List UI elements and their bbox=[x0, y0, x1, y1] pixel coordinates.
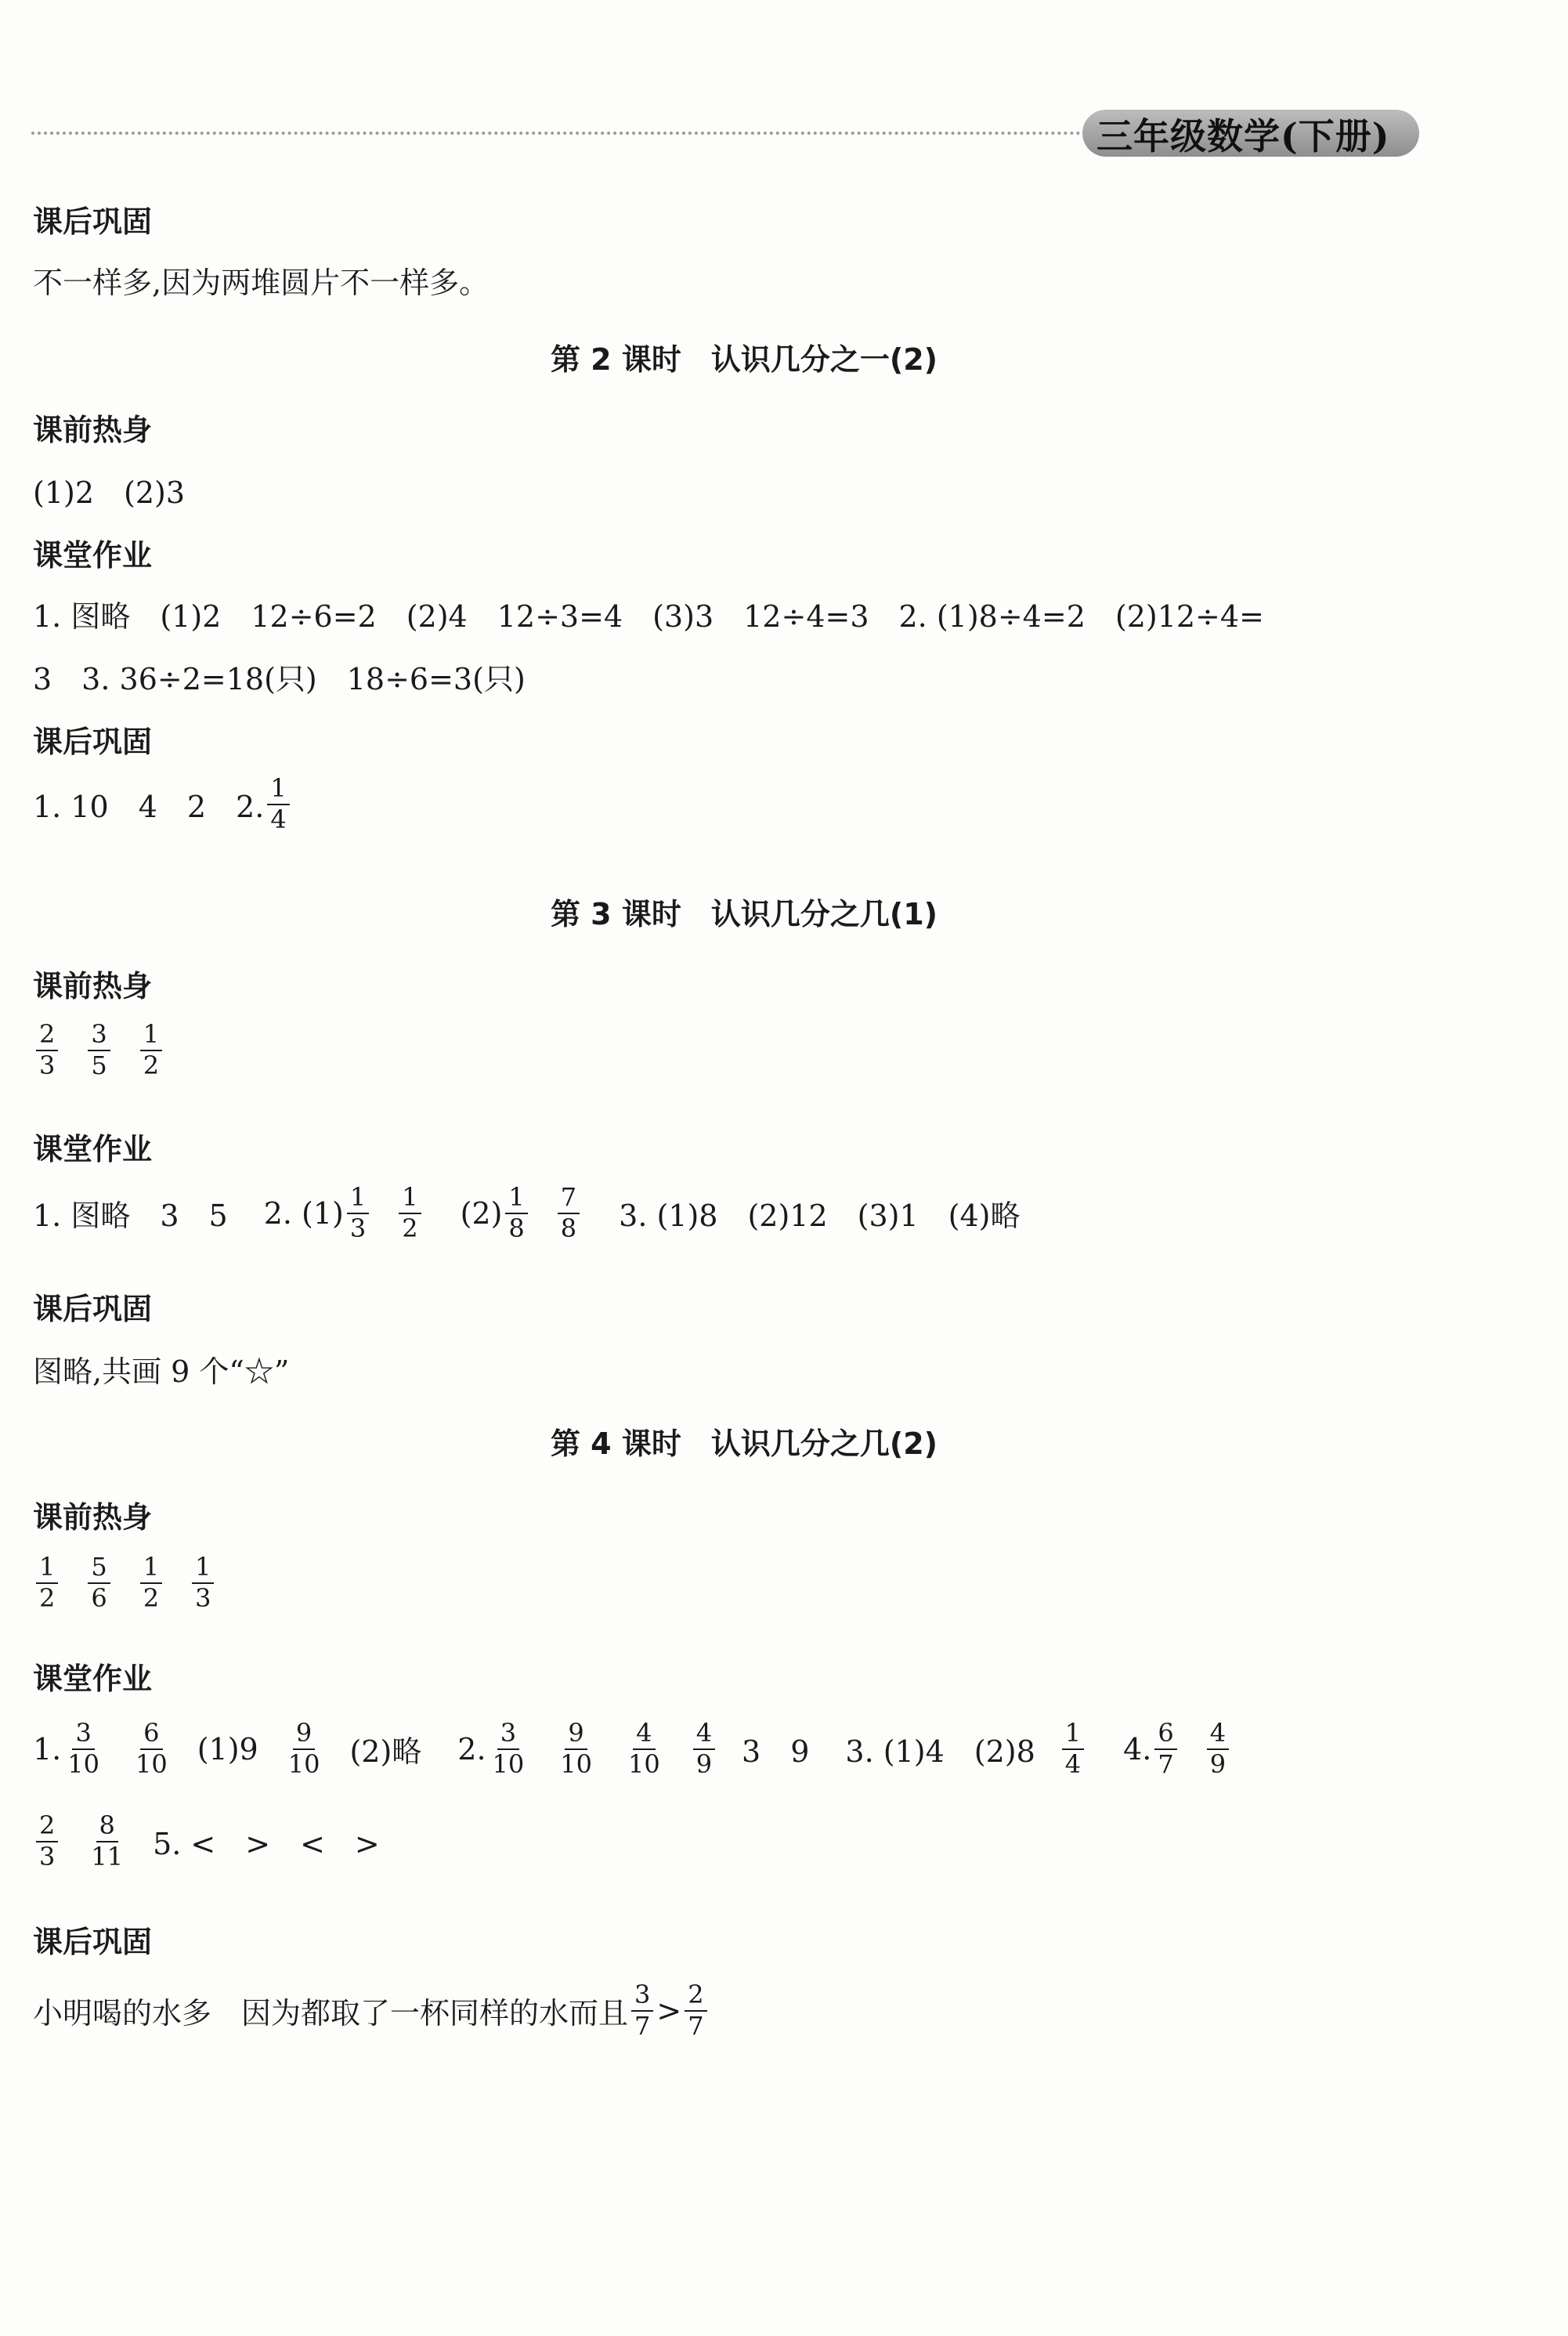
fraction: $\frac{3}{7}$ bbox=[631, 1982, 653, 2039]
answer-line bbox=[33, 773, 293, 834]
section-label-warmup: 课前热身 bbox=[33, 413, 153, 447]
fraction: $\frac{4}{9}$ bbox=[693, 1720, 715, 1777]
section-label-warmup: 课前热身 bbox=[33, 1500, 153, 1535]
lesson-title: 第 3 课时 认识几分之几(1) bbox=[550, 897, 938, 931]
fraction: $\frac{3}{10}$ bbox=[492, 1718, 525, 1779]
fraction: $\frac{1}{2}$ bbox=[140, 1554, 162, 1611]
answer-text: 1. 10 4 2 2. bbox=[33, 790, 265, 825]
fraction: $\frac{9}{10}$ bbox=[287, 1718, 320, 1779]
section-label-after-class: 课后巩固 bbox=[33, 1292, 153, 1326]
answer-line: 3 3. 36÷2=18(只) 18÷6=3(只) bbox=[33, 662, 526, 696]
answer-text: (2)略 bbox=[349, 1734, 422, 1770]
fraction: $\frac{1}{3}$ bbox=[347, 1184, 369, 1242]
answer-text: 5. < > < > bbox=[153, 1827, 380, 1862]
lesson-title: 第 4 课时 认识几分之几(2) bbox=[550, 1427, 938, 1461]
answer-line bbox=[33, 1019, 165, 1080]
answer-text: (2) bbox=[460, 1195, 503, 1231]
answer-text: (1)9 bbox=[197, 1731, 258, 1766]
fraction: $\frac{6}{10}$ bbox=[135, 1718, 168, 1779]
fraction: $\frac{8}{11}$ bbox=[91, 1810, 124, 1871]
answer-text: 不一样多,因为两堆圆片不一样多。 bbox=[33, 266, 490, 300]
answer-text: 图略,共画 9 个“☆” bbox=[33, 1354, 290, 1389]
fraction: $\frac{2}{3}$ bbox=[36, 1813, 58, 1870]
comparison-sign: > bbox=[656, 1993, 682, 2028]
section-label-after-class: 课后巩固 bbox=[33, 1925, 153, 1959]
answer-text: 2. bbox=[457, 1731, 486, 1766]
fraction: $\frac{4}{10}$ bbox=[627, 1718, 660, 1779]
fraction: $\frac{1}{3}$ bbox=[192, 1554, 214, 1611]
fraction: $\frac{7}{8}$ bbox=[558, 1184, 580, 1242]
section-label-warmup: 课前热身 bbox=[33, 969, 153, 1003]
answer-text: (1)2 (2)3 bbox=[33, 476, 186, 510]
answer-text: 3. (1)4 (2)8 bbox=[845, 1734, 1035, 1770]
answer-text: 4. bbox=[1123, 1731, 1152, 1766]
fraction: $\frac{1}{2}$ bbox=[399, 1184, 421, 1242]
fraction: $\frac{1}{4}$ bbox=[1062, 1720, 1084, 1777]
header-dotted-rule bbox=[31, 132, 1081, 135]
answer-text: 3 9 bbox=[742, 1734, 810, 1770]
answer-line bbox=[33, 1982, 710, 2039]
answer-line bbox=[33, 1810, 380, 1871]
fraction: $\frac{5}{6}$ bbox=[88, 1554, 110, 1611]
answer-text: 3. (1)8 (2)12 (3)1 (4)略 bbox=[619, 1199, 1021, 1234]
fraction: $\frac{4}{9}$ bbox=[1207, 1720, 1229, 1777]
section-label-classwork: 课堂作业 bbox=[33, 538, 153, 573]
fraction: $\frac{2}{3}$ bbox=[36, 1022, 58, 1079]
fraction: $\frac{3}{5}$ bbox=[88, 1022, 110, 1079]
lesson-title: 第 2 课时 认识几分之一(2) bbox=[550, 342, 938, 377]
fraction: $\frac{3}{10}$ bbox=[67, 1718, 99, 1779]
fraction: $\frac{9}{10}$ bbox=[560, 1718, 592, 1779]
fraction: $\frac{2}{7}$ bbox=[685, 1982, 706, 2039]
fraction: $\frac{1}{8}$ bbox=[505, 1184, 527, 1242]
answer-line bbox=[33, 1720, 1232, 1777]
answer-line bbox=[33, 1184, 1021, 1242]
section-label-classwork: 课堂作业 bbox=[33, 1132, 153, 1166]
fraction: $\frac{1}{2}$ bbox=[140, 1022, 162, 1079]
fraction: $\frac{1}{4}$ bbox=[267, 776, 289, 833]
answer-text: 小明喝的水多 因为都取了一杯同样的水而且 bbox=[33, 1996, 629, 2031]
fraction: $\frac{1}{2}$ bbox=[36, 1554, 58, 1611]
section-label-classwork: 课堂作业 bbox=[33, 1662, 153, 1696]
header-title: 三年级数学(下册) bbox=[1097, 115, 1390, 157]
section-label-after-class: 课后巩固 bbox=[33, 725, 153, 759]
answer-text: 1. 图略 3 5 bbox=[33, 1199, 228, 1234]
fraction: $\frac{6}{7}$ bbox=[1154, 1720, 1176, 1777]
answer-text: 2. (1) bbox=[263, 1195, 344, 1231]
answer-line: 1. 图略 (1)2 12÷6=2 (2)4 12÷3=4 (3)3 12÷4=3 2. (1)8÷4=2 (2)12÷4= bbox=[33, 599, 1264, 634]
answer-line bbox=[33, 1554, 217, 1611]
answer-text: 1. bbox=[33, 1731, 62, 1766]
section-label-after-class: 课后巩固 bbox=[33, 204, 153, 239]
